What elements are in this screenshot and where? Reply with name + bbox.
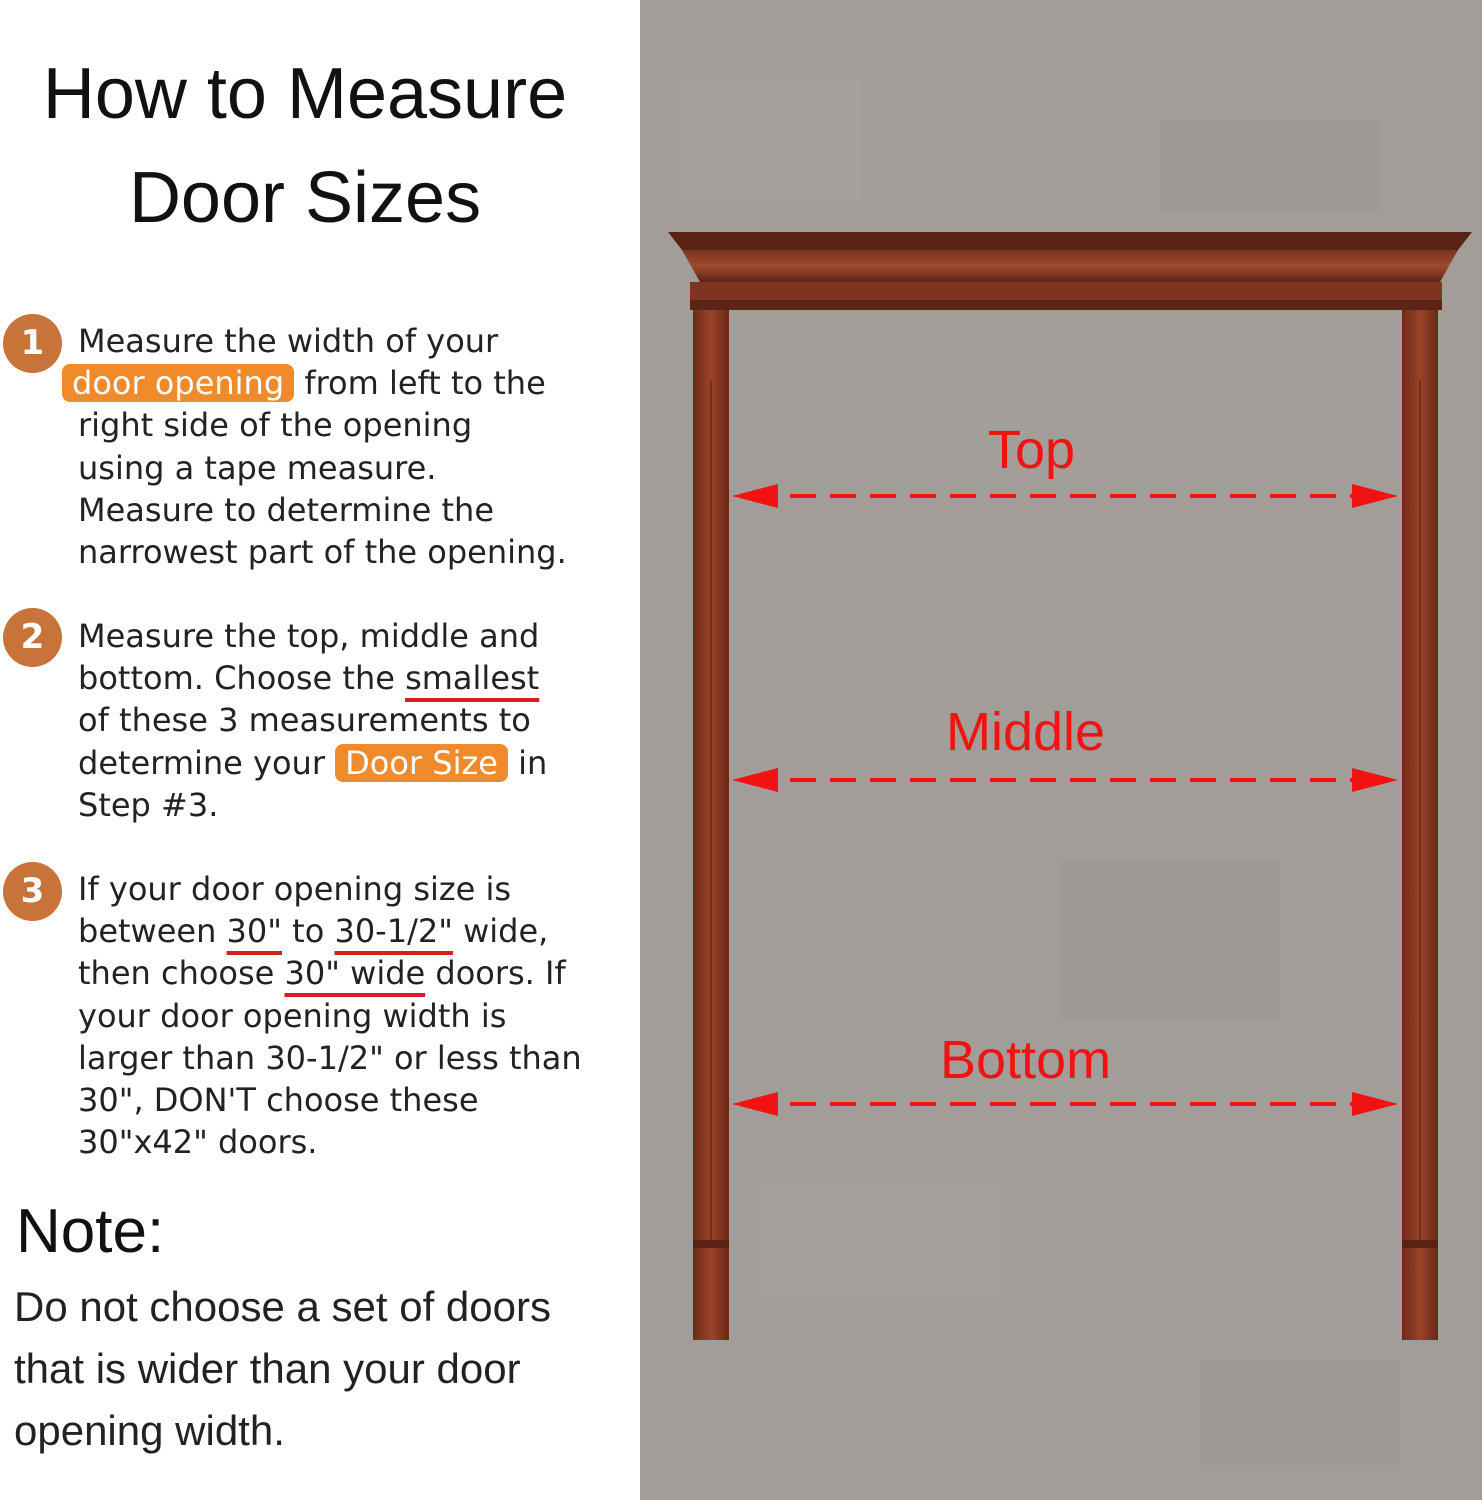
step-2-line: Step #3. <box>78 785 219 824</box>
max-width-underline: 30-1/2" <box>334 912 453 951</box>
smallest-underline: smallest <box>405 659 540 698</box>
step-1-text <box>72 320 638 573</box>
door-frame-illustration <box>640 0 1482 1500</box>
left-jamb <box>693 310 729 1340</box>
step-1-line: narrowest part of the opening. <box>78 533 567 572</box>
step-2-line-rest: in <box>507 743 548 782</box>
page-title <box>0 42 610 250</box>
step-3-line-rest: doors. If <box>425 954 566 993</box>
bottom-label: Bottom <box>940 1030 1112 1090</box>
step-3-line: larger than 30-1/2" or less than <box>78 1038 582 1077</box>
bottom-arrow <box>732 1092 1398 1116</box>
step-1-line: Measure to determine the <box>78 490 495 529</box>
middle-label: Middle <box>946 702 1106 762</box>
instructions-panel <box>0 0 640 1500</box>
step-2-line <box>78 657 638 699</box>
step-3-line-start: between <box>78 912 227 951</box>
step-2-line: of these 3 measurements to <box>78 701 531 740</box>
step-3-line-start: then choose <box>78 954 285 993</box>
step-3-line-mid: to <box>281 912 335 951</box>
note-line: Do not choose a set of doors <box>14 1283 551 1330</box>
note-title: Note: <box>16 1197 165 1266</box>
note-line: opening width. <box>14 1407 285 1454</box>
step-2-line-start: determine your <box>78 743 336 782</box>
step-1-line: right side of the opening <box>78 406 473 445</box>
step-1-line-rest: from left to the <box>294 364 546 403</box>
door-opening-highlight: door opening <box>62 364 294 402</box>
step-1-badge: 1 <box>3 314 62 373</box>
middle-arrow <box>732 768 1398 792</box>
step-1-line: Measure the width of your <box>78 322 499 360</box>
right-jamb <box>1402 310 1438 1340</box>
step-3-line: 30"x42" doors. <box>78 1123 318 1162</box>
step-1-line <box>72 362 638 404</box>
note-body <box>14 1276 634 1462</box>
title-line-1: How to Measure <box>42 54 568 134</box>
note-line: that is wider than your door <box>14 1345 521 1392</box>
step-2-badge: 2 <box>3 608 62 667</box>
step-3-line <box>78 952 638 994</box>
min-width-underline: 30" <box>226 912 282 951</box>
door-header <box>668 232 1472 310</box>
wide-underline: 30" wide <box>284 954 426 993</box>
step-3-line: If your door opening size is <box>78 870 512 908</box>
door-size-highlight: Door Size <box>335 744 508 782</box>
step-3-line-rest: wide, <box>452 912 549 951</box>
step-3-line: your door opening width is <box>78 996 507 1035</box>
title-line-2: Door Sizes <box>128 158 482 238</box>
top-label: Top <box>988 420 1076 480</box>
step-1-line: using a tape measure. <box>78 448 437 487</box>
step-3-text <box>78 868 638 1163</box>
step-2-line-start: bottom. Choose the <box>78 659 406 698</box>
step-3-line <box>78 910 638 952</box>
step-2-text <box>78 615 638 826</box>
step-3-badge: 3 <box>3 862 62 921</box>
step-2-line <box>78 742 638 784</box>
step-3-line: 30", DON'T choose these <box>78 1081 479 1120</box>
step-2-line: Measure the top, middle and <box>78 617 540 655</box>
